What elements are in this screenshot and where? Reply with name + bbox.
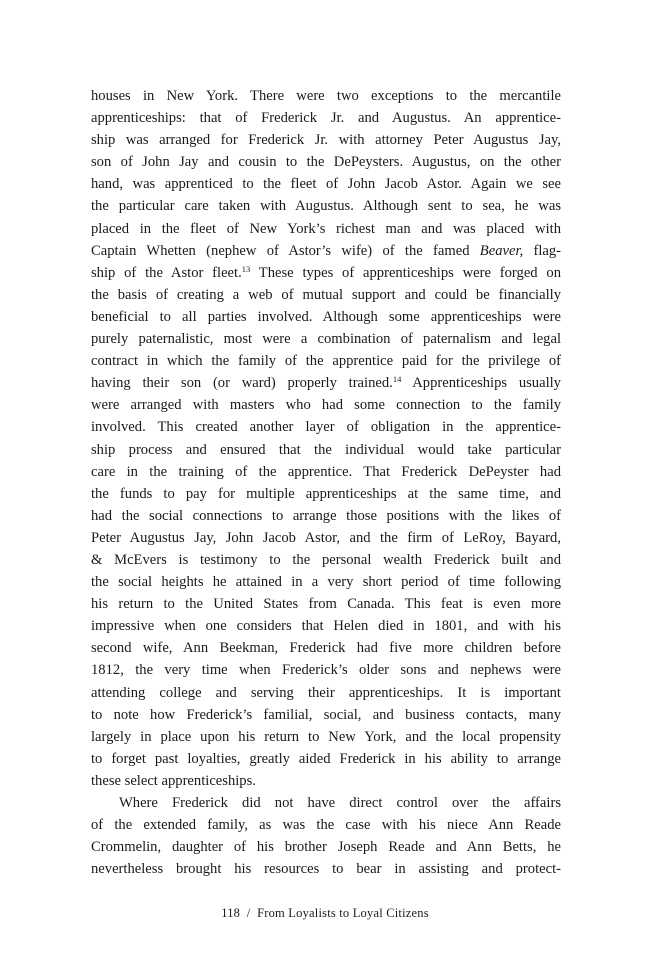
- text-segment: flag-: [523, 242, 562, 259]
- text-segment: These types of apprenticeships were forged on: [250, 264, 561, 281]
- text-line: 1812, the very time when Frederick’s older sons and nephews were: [91, 662, 561, 679]
- page-footer: [0, 906, 650, 921]
- text-line: apprenticeships: that of Frederick Jr. and Augustus. An apprentice-: [91, 110, 561, 127]
- body-text: [91, 85, 561, 880]
- footnote-marker: 13: [241, 263, 251, 274]
- text-line: houses in New York. There were two exceptions to the mercantile: [91, 88, 561, 104]
- text-line: beneficial to all parties involved. Although some apprenticeships were: [91, 308, 561, 325]
- paragraph-1: [91, 85, 561, 792]
- text-line: ship was arranged for Frederick Jr. with attorney Peter Augustus Jay,: [91, 132, 561, 149]
- text-line: the social heights he attained in a very short period of time following: [91, 574, 561, 591]
- text-line: the basis of creating a web of mutual support and could be financially: [91, 286, 561, 303]
- text-line: Peter Augustus Jay, John Jacob Astor, and the firm of LeRoy, Bayard,: [91, 529, 561, 546]
- text-line: impressive when one considers that Helen died in 1801, and with his: [91, 618, 561, 635]
- text-line: of the extended family, as was the case with his niece Ann Reade: [91, 817, 561, 834]
- text-line: to forget past loyalties, greatly aided Frederick in his ability to arrange: [91, 750, 561, 767]
- text-line: & McEvers is testimony to the personal wealth Frederick built and: [91, 551, 561, 568]
- text-line: son of John Jay and cousin to the DePeysters. Augustus, on the other: [91, 154, 561, 171]
- text-line: [91, 240, 561, 262]
- footnote-marker: 14: [392, 374, 402, 385]
- text-line: the particular care taken with Augustus. Although sent to sea, he was: [91, 198, 561, 215]
- text-line: were arranged with masters who had some connection to the family: [91, 397, 561, 414]
- text-line: Crommelin, daughter of his brother Joseph Reade and Ann Betts, he: [91, 839, 561, 856]
- text-line: his return to the United States from Canada. This feat is even more: [91, 596, 561, 613]
- text-line: hand, was apprenticed to the fleet of John Jacob Astor. Again we see: [91, 176, 561, 193]
- text-line-indented: Where Frederick did not have direct control over the affairs: [119, 795, 561, 811]
- text-line: largely in place upon his return to New York, and the local propensity: [91, 728, 561, 745]
- running-footer-text: 118 / From Loyalists to Loyal Citizens: [221, 906, 429, 920]
- text-line: ship process and ensured that the individual would take particular: [91, 441, 561, 458]
- text-line: purely paternalistic, most were a combination of paternalism and legal: [91, 331, 561, 348]
- text-segment: Apprenticeships usually: [401, 375, 561, 392]
- text-segment: having their son (or ward) properly trained.: [91, 375, 393, 392]
- text-line: [91, 372, 561, 394]
- text-line: [91, 262, 561, 284]
- text-segment: Captain Whetten (nephew of Astor’s wife) of the famed: [91, 242, 480, 259]
- text-line: involved. This created another layer of obligation in the apprentice-: [91, 419, 561, 436]
- text-line: had the social connections to arrange those positions with the likes of: [91, 507, 561, 524]
- paragraph-2: [91, 792, 561, 880]
- text-line: care in the training of the apprentice. That Frederick DePeyster had: [91, 463, 561, 480]
- text-line: contract in which the family of the apprentice paid for the privilege of: [91, 353, 561, 370]
- text-line: the funds to pay for multiple apprenticeships at the same time, and: [91, 485, 561, 502]
- text-segment: ship of the Astor fleet.: [91, 264, 242, 281]
- text-line: these select apprenticeships.: [91, 772, 256, 789]
- text-line: nevertheless brought his resources to bear in assisting and protect-: [91, 861, 561, 878]
- text-line: attending college and serving their apprenticeships. It is important: [91, 684, 561, 701]
- text-line: to note how Frederick’s familial, social, and business contacts, many: [91, 706, 561, 723]
- text-line: placed in the fleet of New York’s richest man and was placed with: [91, 220, 561, 237]
- ship-name-italic: Beaver,: [479, 242, 524, 259]
- text-line: second wife, Ann Beekman, Frederick had five more children before: [91, 640, 561, 657]
